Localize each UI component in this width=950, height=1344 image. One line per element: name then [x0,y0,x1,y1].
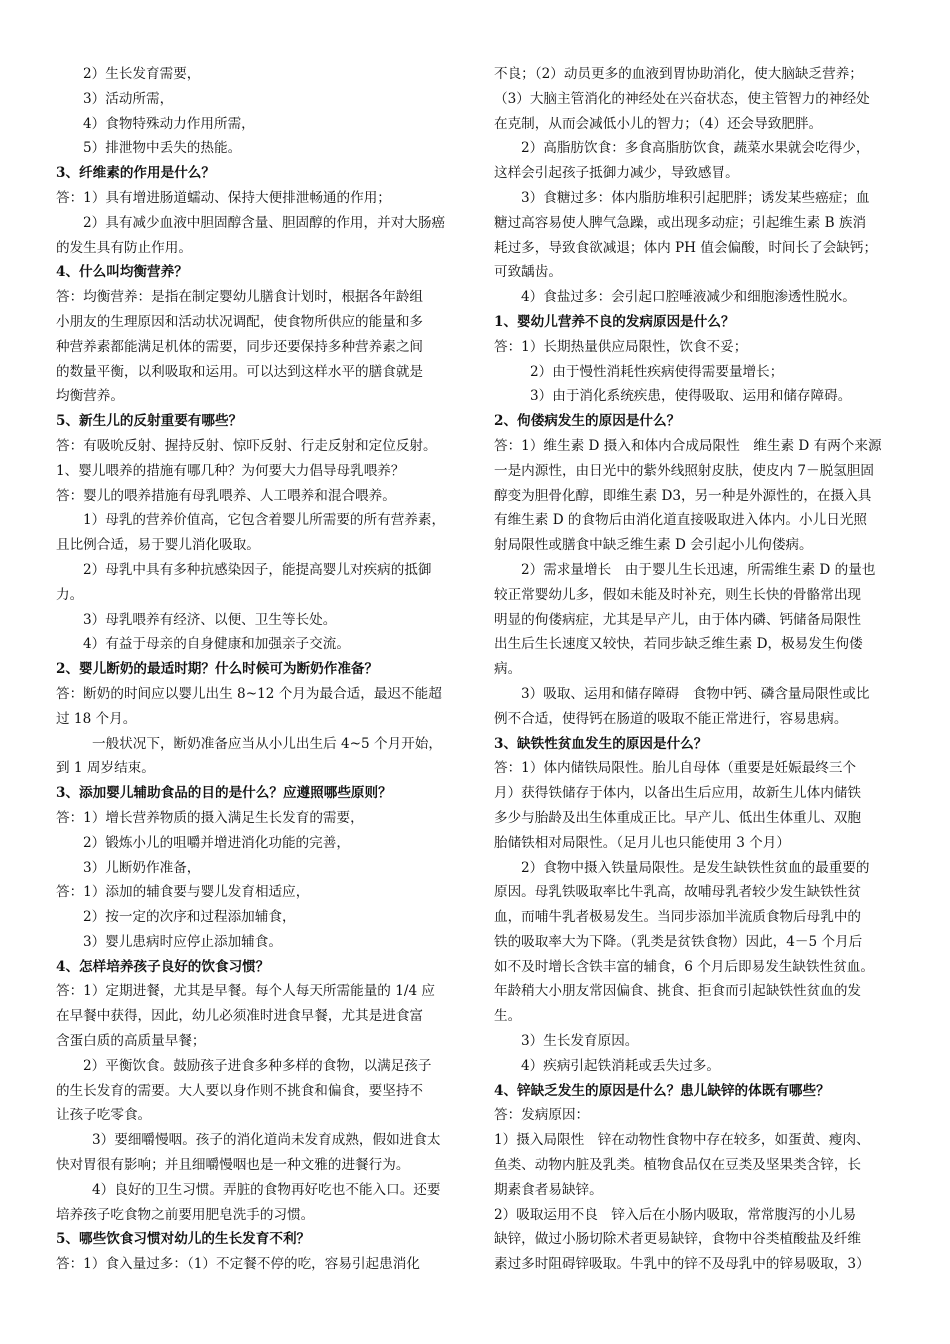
text-line: 1、婴儿喂养的措施有哪几种？为何要大力倡导母乳喂养？ [56,462,405,479]
text-line: 答：发病原因： [494,1107,590,1124]
text-line: 过 18 个月。 [56,710,137,727]
text-line: 一是内源性，由日光中的紫外线照射皮肤，使皮内 7－脱氢胆固 [494,462,874,479]
text-line: 培养孩子吃食物之前要用肥皂洗手的习惯。 [56,1206,315,1223]
text-line: 鱼类、动物内脏及乳类。植物食品仅在豆类及坚果类含锌，长 [494,1157,862,1174]
text-line: 4）疾病引起铁消耗或丢失过多。 [521,1057,720,1074]
text-line: 可致龋齿。 [494,264,562,281]
text-line: 年龄稍大小朋友常因偏食、挑食、拒食而引起缺铁性贫血的发 [494,983,862,1000]
right-column [494,62,904,1277]
text-line: 生。 [494,1008,522,1025]
text-line: 答：1）添加的辅食要与婴儿发育相适应， [56,884,310,901]
text-line: 3）食糖过多：体内脂肪堆积引起肥胖；诱发某些癌症；血 [521,189,870,206]
text-line: 3）要细嚼慢咽。孩子的消化道尚未发育成熟，假如进食太 [92,1132,441,1149]
text-line: 答：1）增长营养物质的摄入满足生长发育的需要， [56,809,364,826]
text-line: 铁的吸取率大为下降。（乳类是贫铁食物）因此，4－5 个月后 [494,933,863,950]
text-line: 醇变为胆骨化醇，即维生素 D3，另一种是外源性的，在摄入具 [494,487,872,504]
text-line: 在克制，从而会减低小儿的智力；（4）还会导致肥胖。 [494,115,823,132]
text-line: 出生后生长速度又较快，若同步缺乏维生素 D，极易发生佝偻 [494,636,863,653]
question-heading: 4、怎样培养孩子良好的饮食习惯？ [56,958,270,975]
question-heading: 4、什么叫均衡营养？ [56,264,188,281]
text-line: 2）锻炼小儿的咀嚼并增进消化功能的完善， [83,834,350,851]
text-line: 4）食盐过多：会引起口腔唾液减少和细胞渗透性脱水。 [521,289,856,306]
text-line: 答：1）具有增进肠道蠕动、保持大便排泄畅通的作用； [56,189,391,206]
text-line: 2）生长发育需要， [83,66,201,82]
text-line: 多少与胎龄及出生体重成正比。早产儿、低出生体重儿、双胞 [494,809,862,826]
text-line: 的生长发育的需要。大人要以身作则不挑食和偏食，要坚持不 [56,1082,424,1099]
text-line: 素过多时阻碍锌吸取。牛乳中的锌不及母乳中的锌易吸取，3） [494,1256,870,1273]
text-line: 答：断奶的时间应以婴儿出生 8~12 个月为最合适，最迟不能超 [56,685,442,702]
text-line: 一般状况下，断奶准备应当从小儿出生后 4~5 个月开始， [92,735,442,752]
text-line: 1）摄入局限性 锌在动物性食物中存在较多，如蛋黄、瘦肉、 [494,1132,870,1149]
text-line: 明显的佝偻病症，尤其是早产儿，由于体内磷、钙储备局限性 [494,611,862,628]
question-heading: 5、新生儿的反射重要有哪些？ [56,413,243,430]
text-line: 在早餐中获得，因此，幼儿必须准时进食早餐，尤其是进食富 [56,1008,424,1025]
text-line: 均衡营养。 [56,388,124,405]
text-line: 3）生长发育原因。 [521,1033,639,1050]
text-line: 2）高脂肪饮食：多食高脂肪饮食，蔬菜水果就会吃得少， [521,140,870,157]
text-line: 2）食物中摄入铁量局限性。是发生缺铁性贫血的最重要的 [521,859,870,876]
text-line: 糖过高容易使人脾气急躁，或出现多动症；引起维生素 B 族消 [494,214,867,231]
text-line: 血，而哺牛乳者极易发生。当同步添加半流质食物后母乳中的 [494,909,862,926]
question-heading: 2、婴儿断奶的最适时期？什么时候可为断奶作准备？ [56,661,379,678]
text-line: 胎储铁相对局限性。（足月儿也只能使用 3 个月） [494,834,790,851]
left-column [56,62,466,1277]
text-line: 3）活动所需， [83,90,174,107]
text-line: 答：婴儿的喂养措施有母乳喂养、人工喂养和混合喂养。 [56,487,396,504]
text-line: 且比例合适，易于婴儿消化吸取。 [56,537,260,554]
text-line: 有维生素 D 的食物后由消化道直接吸取进入体内。小儿日光照 [494,512,867,529]
text-line: 这样会引起孩子抵御力减少，导致感冒。 [494,165,739,182]
text-line: （3）大脑主管消化的神经处在兴奋状态，使主管智力的神经处 [494,90,870,107]
text-line: 3）儿断奶作准备， [83,859,201,876]
text-line: 2）吸取运用不良 锌入后在小肠内吸取，常常腹泻的小儿易 [494,1206,857,1223]
text-line: 月）获得铁储存于体内，以备出生后应用，故新生儿体内储铁 [494,785,862,802]
text-line: 快对胃很有影响；并且细嚼慢咽也是一种文雅的进餐行为。 [56,1157,410,1174]
text-line: 2）需求量增长 由于婴儿生长迅速，所需维生素 D 的量也 [521,561,876,578]
text-line: 1）母乳的营养价值高，它包含着婴儿所需要的所有营养素， [83,512,446,529]
text-line: 4）良好的卫生习惯。弄脏的食物再好吃也不能入口。还要 [92,1181,441,1198]
question-heading: 4、锌缺乏发生的原因是什么？患儿缺锌的体既有哪些？ [494,1082,830,1099]
text-line: 力。 [56,586,84,603]
text-line: 2）具有减少血液中胆固醇含量、胆固醇的作用，并对大肠癌 [83,214,446,231]
text-line: 射局限性或膳食中缺乏维生素 D 会引起小儿佝偻病。 [494,537,813,554]
text-line: 种营养素都能满足机体的需要，同步还要保持多种营养素之间 [56,338,424,355]
question-heading: 3、添加婴儿辅助食品的目的是什么？应遵照哪些原则？ [56,785,392,802]
text-line: 答：1）定期进餐，尤其是早餐。每个人每天所需能量的 1/4 应 [56,983,436,1000]
text-line: 缺锌，做过小肠切除术者更易缺锌，食物中谷类植酸盐及纤维 [494,1231,862,1248]
text-line: 3）吸取、运用和储存障碍 食物中钙、磷含量局限性或比 [521,685,870,702]
text-line: 不良；（2）动员更多的血液到胃协助消化，使大脑缺乏营养； [494,66,863,82]
text-line: 让孩子吃零食。 [56,1107,152,1124]
text-line: 答：1）长期热量供应局限性，饮食不妥； [494,338,748,355]
text-line: 4）有益于母亲的自身健康和加强亲子交流。 [83,636,350,653]
text-line: 4）食物特殊动力作用所需， [83,115,255,132]
question-heading: 2、佝偻病发生的原因是什么？ [494,413,681,430]
question-heading: 3、纤维素的作用是什么？ [56,165,215,182]
text-line: 答：有吸吮反射、握持反射、惊吓反射、行走反射和定位反射。 [56,437,437,454]
text-line: 5）排泄物中丢失的热能。 [83,140,242,157]
question-heading: 5、哪些饮食习惯对幼儿的生长发育不利？ [56,1231,311,1248]
text-line: 2）母乳中具有多种抗感染因子，能提高婴儿对疾病的抵御 [83,561,432,578]
text-line: 答：均衡营养：是指在制定婴幼儿膳食计划时，根据各年龄组 [56,289,424,306]
text-line: 例不合适，使得钙在肠道的吸取不能正常进行，容易患病。 [494,710,848,727]
text-line: 病。 [494,661,522,678]
text-line: 如不及时增长含铁丰富的辅食，6 个月后即易发生缺铁性贫血。 [494,958,874,975]
text-line: 的发生具有防止作用。 [56,239,192,256]
text-line: 2）由于慢性消耗性疾病使得需要量增长； [530,363,784,380]
text-line: 答：1）维生素 D 摄入和体内合成局限性 维生素 D 有两个来源 [494,437,882,454]
text-line: 较正常婴幼儿多，假如未能及时补充，则生长快的骨骼常出现 [494,586,862,603]
text-line: 3）由于消化系统疾患，使得吸取、运用和储存障碍。 [530,388,852,405]
text-line: 耗过多，导致食欲减退；体内 PH 值会偏酸，时间长了会缺钙； [494,239,878,256]
text-line: 小朋友的生理原因和活动状况调配，使食物所供应的能量和多 [56,313,424,330]
text-line: 2）按一定的次序和过程添加辅食， [83,909,296,926]
text-line: 答：1）体内储铁局限性。胎儿自母体（重要是妊娠最终三个 [494,760,857,777]
text-line: 3）婴儿患病时应停止添加辅食。 [83,933,282,950]
text-line: 答：1）食入量过多：（1）不定餐不停的吃，容易引起患消化 [56,1256,420,1273]
question-heading: 3、缺铁性贫血发生的原因是什么？ [494,735,708,752]
text-line: 到 1 周岁结束。 [56,760,155,777]
text-line: 期素食者易缺锌。 [494,1181,603,1198]
text-line: 含蛋白质的高质量早餐； [56,1033,206,1050]
text-line: 2）平衡饮食。鼓励孩子进食多种多样的食物，以满足孩子 [83,1057,432,1074]
text-line: 的数量平衡，以利吸取和运用。可以达到这样水平的膳食就是 [56,363,424,380]
question-heading: 1、婴幼儿营养不良的发病原因是什么？ [494,313,735,330]
text-line: 原因。母乳铁吸取率比牛乳高，故哺母乳者较少发生缺铁性贫 [494,884,862,901]
text-line: 3）母乳喂养有经济、以便、卫生等长处。 [83,611,337,628]
